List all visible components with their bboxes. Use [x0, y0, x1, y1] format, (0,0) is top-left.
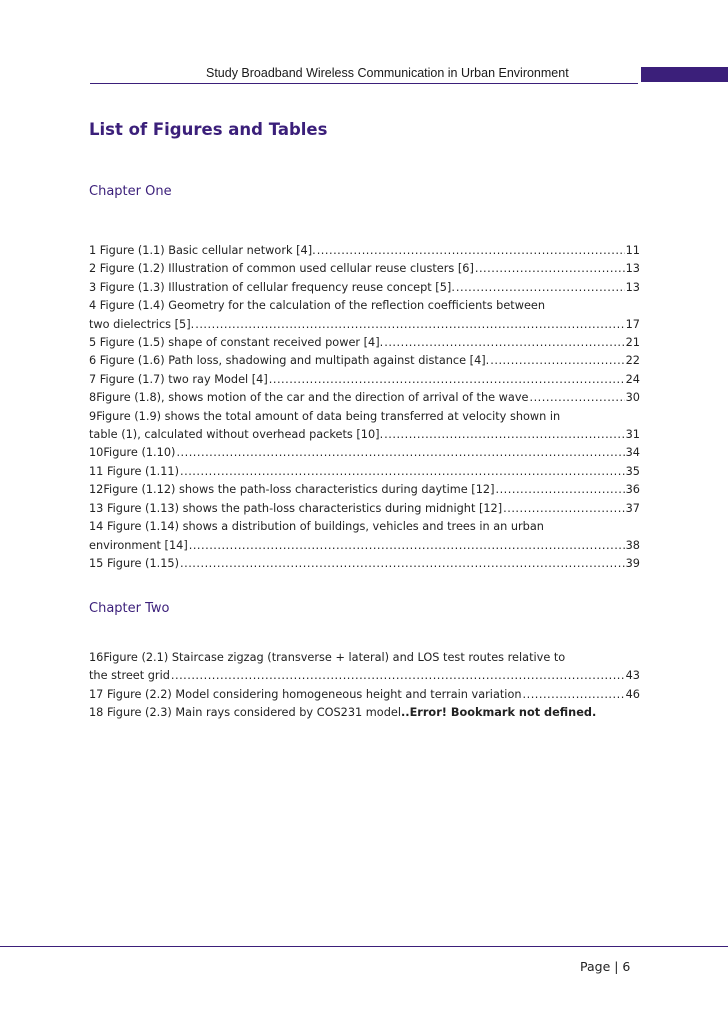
toc-entry[interactable] — [89, 242, 640, 260]
dot-leader — [317, 242, 625, 260]
toc-entry-number: 14 — [89, 520, 104, 534]
dot-leader — [384, 426, 624, 444]
dot-leader — [195, 316, 624, 334]
toc-entry-first-line: Figure (1.14) shows a distribution of buildings, vehicles and trees in an urban — [106, 520, 544, 534]
dot-leader — [269, 371, 625, 389]
toc-entry[interactable] — [89, 352, 640, 370]
toc-entry-text: Figure (2.3) Main rays considered by COS231 model — [106, 706, 401, 720]
toc-entry-number: 1 — [89, 244, 97, 257]
chapter-heading: Chapter One — [89, 184, 172, 199]
header-accent-bar — [641, 67, 728, 82]
toc-entry[interactable] — [89, 704, 640, 722]
toc-entry-page: 21 — [625, 336, 640, 350]
running-header: Study Broadband Wireless Communication in Urban Environment — [206, 66, 569, 80]
dot-leader — [503, 500, 624, 518]
toc-entry-first-line: Figure (2.1) Staircase zigzag (transverse + lateral) and LOS test routes relative to — [103, 651, 566, 664]
toc-entry[interactable] — [89, 334, 640, 352]
bookmark-error-text: ..Error! Bookmark not defined. — [400, 706, 597, 720]
chapter-heading: Chapter Two — [89, 601, 170, 616]
toc-entry-page: 34 — [625, 446, 640, 460]
toc-entry-number: 6 — [89, 354, 97, 368]
toc-entry-number: 4 — [89, 299, 97, 313]
toc-entry[interactable] — [89, 481, 640, 499]
toc-entry-text: Figure (1.2) Illustration of common used cellular reuse clusters [6] — [99, 262, 474, 276]
toc-entry[interactable] — [89, 408, 640, 445]
dot-leader — [384, 334, 624, 352]
toc-entry-page: 37 — [625, 501, 640, 515]
toc-entry-page: 13 — [625, 262, 640, 276]
toc-entry-first-line: Figure (1.9) shows the total amount of data being transferred at velocity shown in — [96, 409, 561, 423]
dot-leader — [180, 463, 625, 481]
toc-entry[interactable] — [89, 686, 640, 704]
toc-entry-number: 15 — [89, 556, 104, 570]
dot-leader — [180, 555, 625, 573]
toc-entry-text: the street grid — [89, 669, 170, 683]
toc-entry-text: Figure (1.8), shows motion of the car and the direction of arrival of the wave — [96, 391, 529, 405]
toc-entry-number: 2 — [89, 262, 97, 276]
toc-entry[interactable] — [89, 463, 640, 481]
page-number: Page | 6 — [580, 959, 631, 974]
toc-list — [89, 649, 640, 723]
toc-entry-text: two dielectrics [5]. — [89, 317, 195, 331]
toc-entry-number: 12 — [89, 483, 104, 497]
dot-leader — [529, 389, 624, 407]
toc-entry-page: 31 — [625, 428, 640, 442]
dot-leader — [456, 279, 625, 297]
dot-leader — [496, 481, 625, 499]
toc-entry-number: 17 — [89, 687, 104, 701]
toc-entry-number: 8 — [89, 391, 97, 405]
dot-leader — [171, 667, 625, 685]
toc-entry-page: 36 — [625, 483, 640, 497]
dot-leader — [176, 444, 624, 462]
dot-leader — [523, 686, 625, 704]
toc-entry[interactable] — [89, 389, 640, 407]
toc-entry-text: Figure (1.13) shows the path-loss characteristics during midnight [12] — [106, 501, 503, 515]
toc-entry[interactable] — [89, 260, 640, 278]
page-title: List of Figures and Tables — [89, 120, 328, 139]
toc-entry-page: 43 — [625, 669, 640, 683]
toc-entry-page: 22 — [625, 354, 640, 368]
toc-list — [89, 242, 640, 573]
toc-entry-text: Figure (1.3) Illustration of cellular frequency reuse concept [5]. — [99, 280, 455, 294]
toc-entry-page: 30 — [625, 391, 640, 405]
toc-entry-text: Figure (1.10) — [103, 446, 176, 460]
toc-entry-text: environment [14] — [89, 538, 188, 552]
toc-entry-page: 39 — [625, 556, 640, 570]
toc-entry[interactable] — [89, 371, 640, 389]
toc-entry-number: 16 — [89, 651, 104, 664]
toc-entry-number: 3 — [89, 280, 97, 294]
dot-leader — [189, 537, 625, 555]
toc-entry-number: 5 — [89, 336, 97, 350]
toc-entry-page: 38 — [625, 538, 640, 552]
toc-entry[interactable] — [89, 279, 640, 297]
toc-entry-text: Figure (1.15) — [106, 556, 180, 570]
toc-entry-text: Figure (1.7) two ray Model [4] — [99, 372, 268, 386]
toc-entry-text: Figure (1.1) Basic cellular network [4]. — [99, 244, 316, 257]
toc-entry-text: table (1), calculated without overhead packets [10]. — [89, 428, 384, 442]
toc-entry-text: Figure (1.11) — [106, 464, 180, 478]
toc-entry[interactable] — [89, 649, 640, 686]
toc-entry-text: Figure (1.6) Path loss, shadowing and multipath against distance [4]. — [99, 354, 490, 368]
toc-entry-number: 9 — [89, 409, 97, 423]
toc-entry-number: 11 — [89, 464, 104, 478]
toc-entry[interactable] — [89, 297, 640, 334]
dot-leader — [490, 352, 624, 370]
toc-entry-number: 18 — [89, 706, 104, 720]
toc-entry-number: 10 — [89, 446, 104, 460]
toc-entry-page: 24 — [625, 372, 640, 386]
toc-entry-text: Figure (2.2) Model considering homogeneous height and terrain variation — [106, 687, 522, 701]
toc-entry-page: 17 — [625, 317, 640, 331]
header-divider — [90, 83, 638, 84]
toc-entry-page: 11 — [625, 244, 640, 257]
toc-entry-text: Figure (1.12) shows the path-loss characteristics during daytime [12] — [103, 483, 495, 497]
toc-entry[interactable] — [89, 555, 640, 573]
toc-entry[interactable] — [89, 500, 640, 518]
toc-entry[interactable] — [89, 518, 640, 555]
toc-entry-number: 13 — [89, 501, 104, 515]
toc-entry[interactable] — [89, 444, 640, 462]
toc-entry-text: Figure (1.5) shape of constant received power [4]. — [99, 336, 384, 350]
toc-entry-first-line: Figure (1.4) Geometry for the calculation of the reflection coefficients between — [99, 299, 546, 313]
dot-leader — [475, 260, 625, 278]
toc-entry-number: 7 — [89, 372, 97, 386]
toc-entry-page: 13 — [625, 280, 640, 294]
toc-entry-page: 35 — [625, 464, 640, 478]
toc-entry-page: 46 — [625, 687, 640, 701]
footer-divider — [0, 946, 728, 947]
